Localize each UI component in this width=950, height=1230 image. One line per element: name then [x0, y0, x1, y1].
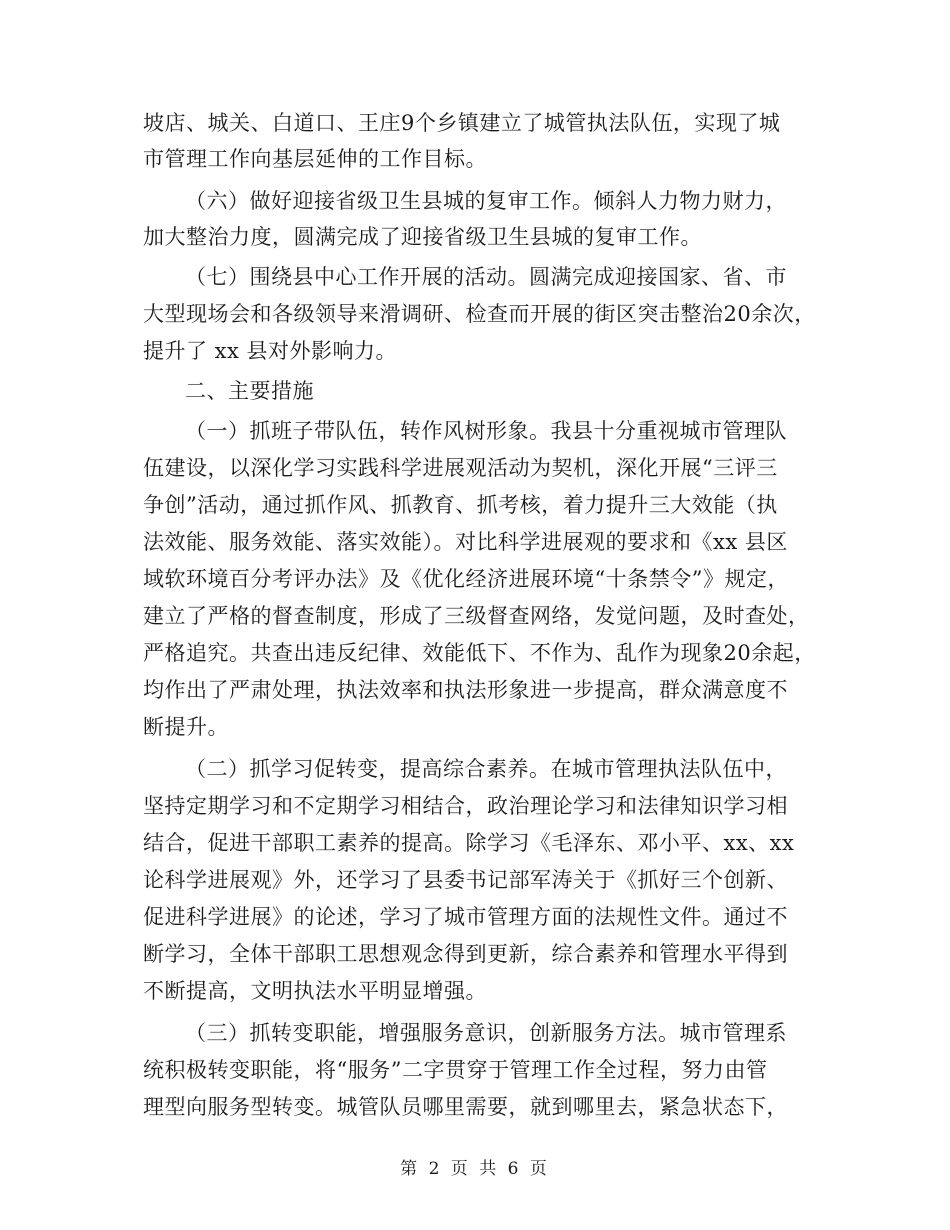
text-line: 断提升。: [143, 715, 229, 739]
paragraph-line: （三）抓转变职能，增强服务意识，创新服务方法。城市管理系: [185, 1021, 787, 1045]
text-line: 不断提高，文明执法水平明显增强。: [143, 979, 487, 1003]
text-line: 论科学进展观》外，还学习了县委书记部军涛关于《抓好三个创新、: [143, 868, 788, 892]
text-line: 大型现场会和各级领导来滑调研、检查而开展的街区突击整治20余次，: [143, 302, 816, 326]
paragraph-line: （六）做好迎接省级卫生县城的复审工作。倾斜人力物力财力，: [185, 189, 787, 213]
text-line: 断学习，全体干部职工思想观念得到更新，综合素养和管理水平得到: [143, 942, 788, 966]
page-number-footer: 第 2 页 共 6 页: [400, 1159, 550, 1179]
text-line: 坚持定期学习和不定期学习相结合，政治理论学习和法律知识学习相: [143, 794, 788, 818]
text-line: 坡店、城关、白道口、王庄9个乡镇建立了城管执法队伍，实现了城: [143, 111, 781, 135]
text-line: 严格追究。共查出违反纪律、效能低下、不作为、乱作为现象20余起，: [143, 641, 816, 665]
text-line: 争创”活动，通过抓作风、抓教育、抓考核，着力提升三大效能（执: [143, 493, 778, 517]
text-line: 伍建设，以深化学习实践科学进展观活动为契机，深化开展“三评三: [143, 456, 778, 480]
paragraph-line: （一）抓班子带队伍，转作风树形象。我县十分重视城市管理队: [185, 419, 787, 443]
text-line: 市管理工作向基层延伸的工作目标。: [143, 147, 487, 171]
paragraph-line: （七）围绕县中心工作开展的活动。圆满完成迎接国家、省、市: [185, 265, 787, 289]
text-line: 域软环境百分考评办法》及《优化经济进展环境“十条禁令”》规定，: [143, 567, 789, 591]
text-line: 统积极转变职能，将“服务”二字贯穿于管理工作全过程，努力由管: [143, 1058, 768, 1082]
paragraph-line: （二）抓学习促转变，提高综合素养。在城市管理执法队伍中，: [185, 757, 787, 781]
text-line: 加大整治力度，圆满完成了迎接省级卫生县城的复审工作。: [143, 225, 702, 249]
text-line: 理型向服务型转变。城管队员哪里需要，就到哪里去，紧急状态下，: [143, 1095, 788, 1119]
text-line: 提升了 xx 县对外影响力。: [143, 339, 398, 363]
text-line: 建立了严格的督查制度，形成了三级督查网络，发觉问题，及时查处，: [143, 604, 810, 628]
section-heading: 二、主要措施: [185, 379, 314, 403]
text-line: 法效能、服务效能、落实效能）。对比科学进展观的要求和《xx 县区: [143, 530, 788, 554]
text-line: 均作出了严肃处理，执法效率和执法形象进一步提高，群众满意度不: [143, 678, 788, 702]
text-line: 结合，促进干部职工素养的提高。除学习《毛泽东、邓小平、xx、xx: [143, 831, 795, 855]
text-line: 促进科学进展》的论述，学习了城市管理方面的法规性文件。通过不: [143, 905, 788, 929]
